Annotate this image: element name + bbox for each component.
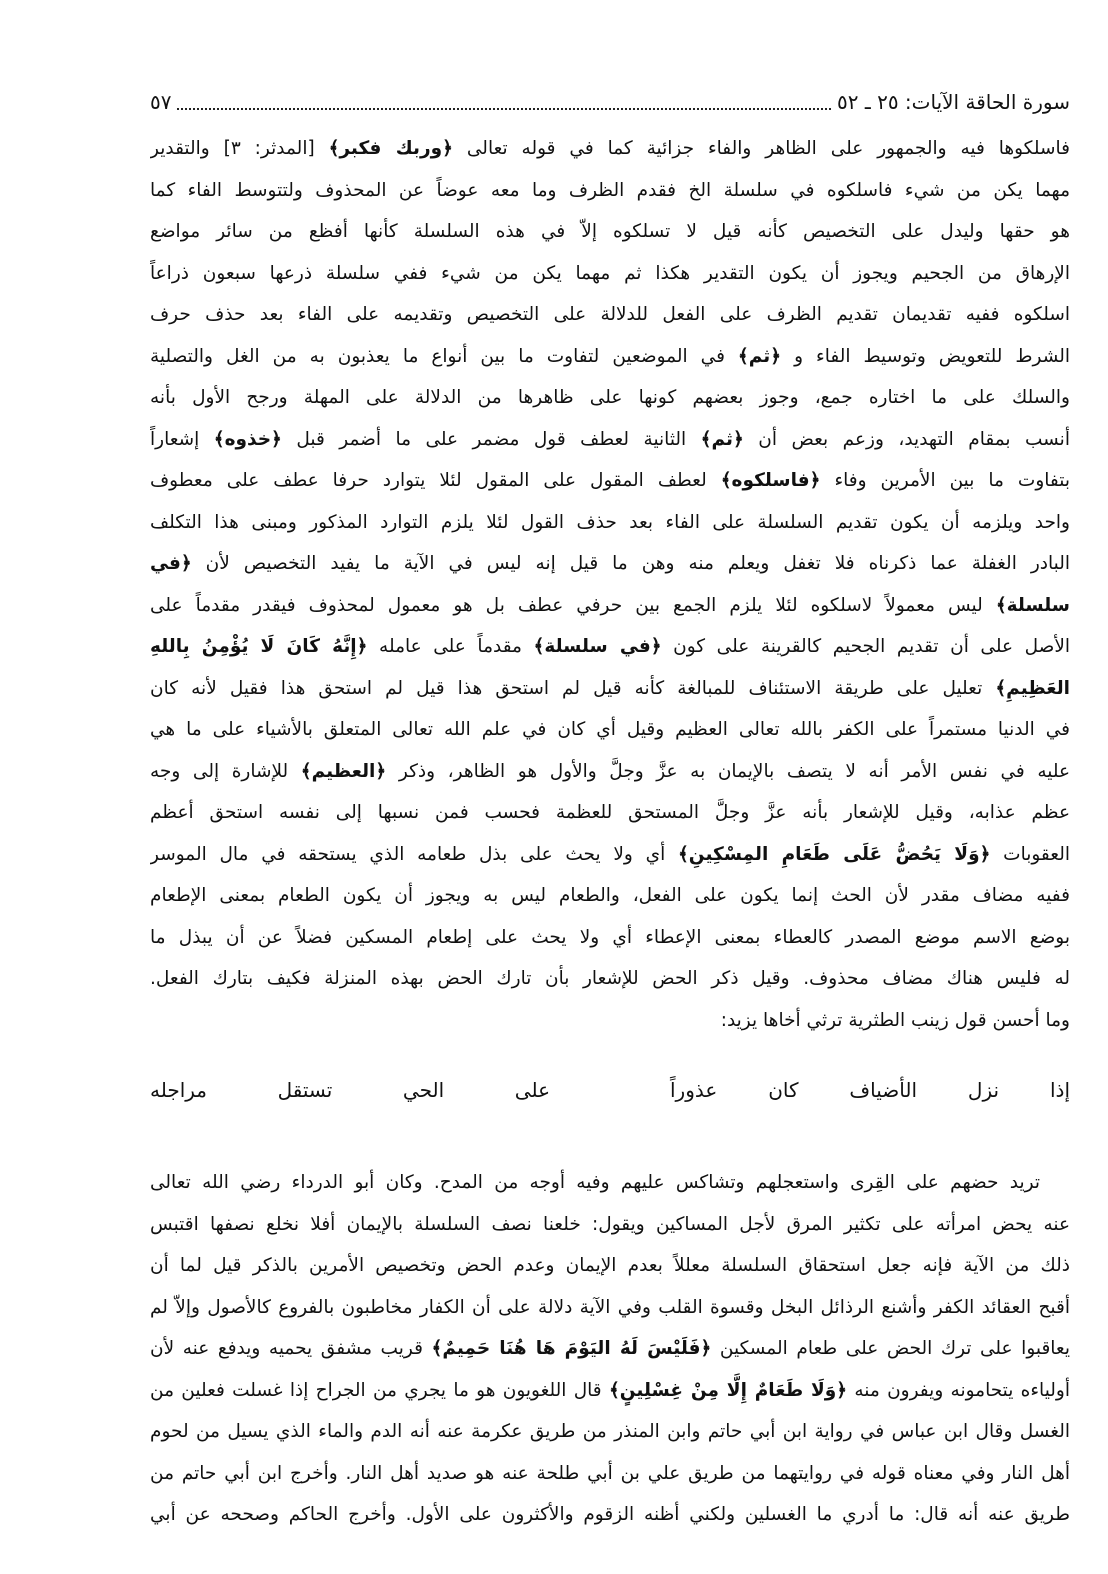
text-run: واحد ويلزمه أن يكون تقديم السلسلة على الفاء بعد حذف القول لئلا يلزم التوارد المذكور ومبنى هذا التكلف xyxy=(150,511,1070,533)
text-run: تعليل على طريقة الاستئناف للمبالغة كأنه قيل لم استحق هذا قيل لم استحق هذا فقيل لأنه كان xyxy=(150,677,996,699)
text-run: في الموضعين لتفاوت ما بين أنواع ما يعذبون به من الغل والتصلية xyxy=(150,345,738,367)
text-line xyxy=(150,128,1070,170)
text-run: طريق عنه أنه قال: ما أدري ما الغسلين ولكني أظنه الزقوم والأكثرون على الأول. وأخرج الحاكم وصححه عن أبي xyxy=(150,1504,1070,1525)
text-run: أي ولا يحث على بذل طعامه الذي يستحقه في مال الموسر xyxy=(150,843,678,865)
text-line xyxy=(150,211,1070,253)
quran-quote: ﴿وربك فكبر﴾ xyxy=(328,138,453,159)
text-line xyxy=(150,1453,1070,1495)
page-number: ٥٧ xyxy=(150,90,172,114)
text-line xyxy=(150,709,1070,751)
quran-quote: ﴿العظيم﴾ xyxy=(300,760,387,782)
text-line xyxy=(150,336,1070,378)
text-line xyxy=(150,1000,1070,1042)
text-line xyxy=(150,668,1070,710)
text-run: تريد حضهم على القِرى واستعجلهم وتشاكس عليهم وفيه أوجه من المدح. وكان أبو الدرداء رضي الله تعالى xyxy=(150,1172,1040,1193)
text-line xyxy=(150,419,1070,461)
text-run: مهما يكن من شيء فاسلكوه في سلسلة الخ فقدم الظرف وما معه عوضاً عن المحذوف ولتتوسط الفاء كما xyxy=(150,179,1070,201)
text-run: العقوبات xyxy=(990,843,1070,865)
text-line xyxy=(150,1494,1070,1536)
text-line xyxy=(150,1411,1070,1453)
verse-second-hemistich: على الحي تستقل مراجله xyxy=(150,1078,550,1102)
text-run: هو حقها وليدل على التخصيص كأنه قيل لا تسلكوه إلاّ في هذه السلسلة كأنها أفظع من سائر مواضع xyxy=(150,221,1070,242)
text-run: ليس معمولاً لاسلكوه لئلا يلزم الجمع بين حرفي عطف بل هو معمول لمحذوف فيقدر مقدماً على xyxy=(150,594,996,616)
text-line xyxy=(150,792,1070,834)
text-line xyxy=(150,875,1070,917)
text-line xyxy=(150,460,1070,502)
text-run: بوضع الاسم موضع المصدر كالعطاء بمعنى الإعطاء أي ولا يحث على إطعام المسكين فضلاً عن أن يبذل ما xyxy=(150,926,1070,948)
text-run: ذلك من الآية فإنه جعل استحقاق السلسلة معللاً بعدم الإيمان وعدم الحض وتخصيص الأمرين بالذكر قيل لما أن xyxy=(150,1255,1070,1276)
text-run: الثانية لعطف قول مضمر على ما أضمر قبل xyxy=(281,428,701,450)
text-run: في الدنيا مستمراً على الكفر بالله تعالى العظيم وقيل أي كان في علم الله تعالى المتعلق بالأشياء على ما هي xyxy=(150,719,1070,740)
text-line xyxy=(150,543,1070,585)
text-run: أقبح العقائد الكفر وأشنع الرذائل البخل وقسوة القلب وفي الآية دلالة على أن الكفار مخاطبون بالفروع كالأصول وإلاّ لم xyxy=(150,1296,1070,1318)
text-run: ففيه مضاف مقدر لأن الحث إنما يكون على الفعل، والطعام ليس به ويجوز أن يكون الطعام بمعنى الإطعام xyxy=(150,885,1070,906)
text-run: أنسب بمقام التهديد، وزعم بعض أن xyxy=(743,428,1070,450)
text-run: عظم عذابه، وقيل للإشعار بأنه عزَّ وجلَّ المستحق للعظمة فحسب فمن نسبها إلى نفسه استحق أعظم xyxy=(150,802,1070,823)
text-run: عليه في نفس الأمر أنه لا يتصف بالإيمان به عزَّ وجلَّ والأول هو الظاهر، وذكر xyxy=(386,760,1070,782)
text-line xyxy=(150,751,1070,793)
quran-quote: ﴿وَلَا طَعَامٌ إِلَّا مِنْ غِسْلِينٍ﴾ xyxy=(608,1379,848,1401)
quran-quote: ﴿فَلَيْسَ لَهُ اليَوْمَ هَا هُنَا حَمِيمٌ﴾ xyxy=(431,1338,712,1359)
text-line xyxy=(150,626,1070,668)
text-run: أولياءه يتحامونه ويفرون منه xyxy=(847,1379,1070,1401)
poetry-verse xyxy=(150,1078,1070,1102)
text-line xyxy=(150,1287,1070,1329)
quran-quote: ﴿في سلسلة﴾ xyxy=(533,636,662,657)
text-run: اسلكوه ففيه تقديمان تقديم الظرف على الفعل للدلالة على التخصيص وتقديمه على الفاء بعد حذف حرف xyxy=(150,304,1070,325)
quran-quote: ﴿ثم﴾ xyxy=(737,345,782,367)
verse-first-hemistich: إذا نزل الأضياف كان عذوراً xyxy=(670,1078,1070,1102)
quran-quote: العَظِيمِ﴾ xyxy=(995,677,1070,699)
text-run: بتفاوت ما بين الأمرين وفاء xyxy=(820,470,1070,491)
text-line xyxy=(150,1162,1070,1204)
text-run: وما أحسن قول زينب الطثرية ترثي أخاها يزيد: xyxy=(720,1009,1070,1031)
quran-quote: ﴿فاسلكوه﴾ xyxy=(720,470,821,491)
text-run: الغسل وقال ابن عباس في رواية ابن أبي حاتم وابن المنذر من طريق عكرمة عنه أنه الدم والماء الذي يسيل من لحوم xyxy=(150,1421,1070,1442)
text-line xyxy=(150,253,1070,295)
quran-quote: ﴿إِنَّهُ كَانَ لَا يُؤْمِنُ بِاللهِ xyxy=(150,636,368,657)
text-line xyxy=(150,958,1070,1000)
text-run: مقدماً على عامله xyxy=(367,636,534,657)
quran-quote: سلسلة﴾ xyxy=(995,594,1070,616)
text-run: الإرهاق من الجحيم ويجوز أن يكون التقدير هكذا ثم مهما يكن من شيء ففي سلسلة ذرعها سبعون ذراعاً xyxy=(150,262,1070,284)
text-run: قال اللغويون هو ما يجري من الجراح إذا غسلت فعلين من xyxy=(150,1379,609,1401)
text-line xyxy=(150,1245,1070,1287)
quran-quote: ﴿وَلَا يَحُضُّ عَلَى طَعَامِ المِسْكِينِ﴾ xyxy=(677,843,991,865)
text-run: الأصل على أن تقديم الجحيم كالقرينة على كون xyxy=(661,636,1070,657)
text-run: الشرط للتعويض وتوسيط الفاء و xyxy=(781,345,1070,367)
text-run: إشعاراً xyxy=(150,428,214,450)
text-line xyxy=(150,294,1070,336)
text-run: يعاقبوا على ترك الحض على طعام المسكين xyxy=(711,1338,1070,1359)
text-line xyxy=(150,1204,1070,1246)
text-line xyxy=(150,917,1070,959)
quran-quote: ﴿ثم﴾ xyxy=(700,428,744,450)
text-line xyxy=(150,1370,1070,1412)
text-run: أهل النار وفي معناه قوله في روايتهما من طريق علي بن أبي طلحة عنه هو صديد أهل النار. وأخرج ابن أبي حاتم من xyxy=(150,1462,1070,1484)
text-line xyxy=(150,377,1070,419)
text-line xyxy=(150,170,1070,212)
text-run: والسلك على ما اختاره جمع، وجوز بعضهم كونها على ظاهرها من الدلالة على المهلة ورجح الأول بأنه xyxy=(150,387,1070,408)
text-line xyxy=(150,1328,1070,1370)
text-run: له فليس هناك مضاف محذوف. وقيل ذكر الحض للإشعار بأن تارك الحض بهذه المنزلة فكيف بتارك الفعل. xyxy=(150,968,1070,989)
text-line xyxy=(150,502,1070,544)
running-header xyxy=(150,84,1070,120)
leader-dots xyxy=(177,94,831,110)
header-title: سورة الحاقة الآيات: ٢٥ ـ ٥٢ xyxy=(837,90,1070,114)
text-run: لعطف المقول على المقول لئلا يتوارد حرفا عطف على معطوف xyxy=(150,470,721,491)
text-line xyxy=(150,834,1070,876)
paragraph-2 xyxy=(150,1162,1070,1536)
quran-quote: ﴿في xyxy=(150,553,192,574)
text-run: قريب مشفق يحميه ويدفع عنه لأن xyxy=(150,1338,432,1359)
text-run: عنه يحض امرأته على تكثير المرق لأجل المساكين ويقول: خلعنا نصف السلسلة بالإيمان أفلا نخلع نصفها اقتبس xyxy=(150,1213,1070,1235)
quran-quote: ﴿خذوه﴾ xyxy=(213,428,282,450)
paragraph-1 xyxy=(150,128,1070,1041)
text-run: للإشارة إلى وجه xyxy=(150,760,301,782)
text-run: [المدثر: ٣] والتقدير xyxy=(150,138,329,159)
text-line xyxy=(150,585,1070,627)
text-run: البادر الغفلة عما ذكرناه فلا تغفل ويعلم منه وهن ما قيل إنه ليس في الآية ما يفيد التخصيص لأن xyxy=(191,553,1070,574)
text-run: فاسلكوها فيه والجمهور على الظاهر والفاء جزائية كما في قوله تعالى xyxy=(452,138,1070,159)
